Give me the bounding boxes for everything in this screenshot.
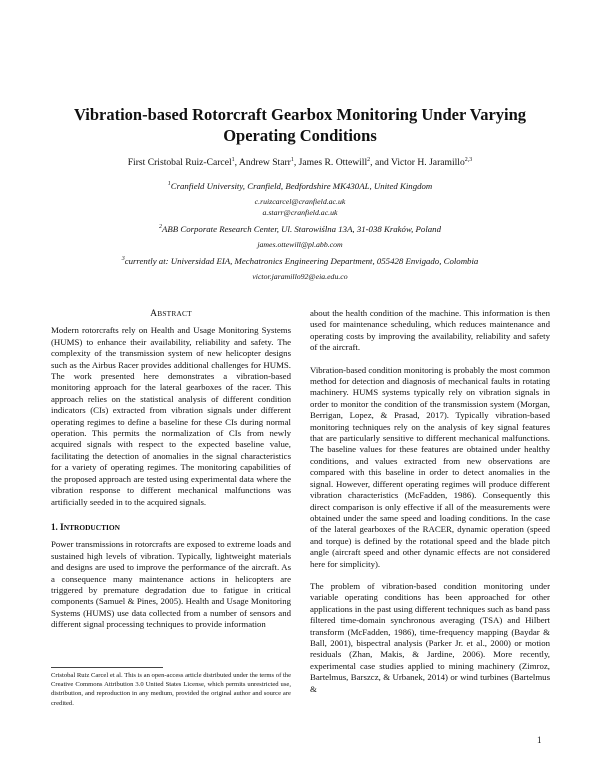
affiliation-3: $^3$currently at: Universidad EIA, Mechatronics Engineering Department, 055428 Envigado, Colombia: [121, 256, 479, 266]
affiliation-1: $^1$Cranfield University, Cranfield, Bedfordshire MK430AL, United Kingdom: [167, 181, 433, 191]
author-name: James R. Ottewill: [298, 157, 368, 168]
page-number: 1: [537, 735, 542, 745]
author-affiliation-mark: 2: [367, 157, 371, 163]
email-4: victor.jaramillo92@eia.edu.co: [252, 272, 348, 281]
author-affiliation-mark: 1: [231, 157, 235, 163]
license-footnote: Cristobal Ruiz Carcel et al. This is an open-access article distributed under the terms of the Creative Commons Attribution 3.0 United States License, which permits unrestricted use, distribution, and reproduction in any medium, provided the original author and source are credited.: [51, 672, 291, 707]
body-paragraph: The problem of vibration-based condition monitoring under variable operating conditions has been approached for other applications in the past using different techniques such as band pass filtered time-domain synchronous averaging (TSA) and Hilbert transform (McFadden, 1986), time-frequency mapping (Baydar & Ball, 2001), bispectral analysis (Parker Jr. et al., 2000) or motion residuals (Zhan, Makis, & Jardine, 2006). More recently, experimental case studies applied to mining machinery (Zimroz, Bartelmus, Barszcz, & Urbanek, 2014) or wind turbines (Bartelmus &: [310, 580, 550, 694]
left-column: [51, 308, 291, 642]
author-list: First Cristobal Ruiz-Carcel$^1$, Andrew Starr$^1$, James R. Ottewill$^2$, and Victor H. Jaramillo$^{2,3}$: [127, 157, 473, 168]
email-2: a.starr@cranfield.ac.uk: [262, 208, 338, 217]
author-name: Victor H. Jaramillo: [391, 157, 465, 168]
abstract-heading: ABSTRACT: [150, 308, 192, 319]
email-3: james.ottewill@pl.abb.com: [257, 240, 343, 249]
abstract-text: Modern rotorcrafts rely on Health and Usage Monitoring Systems (HUMS) to enhance their availability, reliability and safety. The complexity of the transmission system of new helicopter designs such as the Airbus Racer provides additional challenges for HUMS. The work presented here demonstrates a vibration-based monitoring approach for the lateral gearboxes of the racer. This approach relies on the statistical analysis of different condition indicators (CIs) extracted from vibration signals under different operating regimes to define a baseline for these CIs during normal operation. This permits the normalization of CIs from newly acquired signals with respect to the expected baseline value, facilitating the detection of anomalies in the signal characteristics for a variety of operating regimes. The monitoring capabilities of the proposed approach are tested using experimental data where the vibration response to different mechanical malfunctions was artificially seeded in to the acquired signals.: [51, 325, 291, 507]
introduction-heading: 1. INTRODUCTION: [51, 521, 120, 533]
author-affiliation-mark: 2,3: [464, 157, 473, 163]
body-paragraph: about the health condition of the machine. This information is then used for maintenance scheduling, which reduces maintenance and operating costs by improving the availability, reliability and safety of the aircraft.: [310, 308, 550, 353]
body-paragraph: Vibration-based condition monitoring is probably the most common method for detection and diagnosis of mechanical faults in rotating machinery. HUMS systems typically rely on vibration signals in order to monitor the condition of the transmission system (Morgan, Berrigan, Lopez, & Prasad, 2017). Typically vibration-based monitoring techniques rely on the analysis of key signal features that are particularly sensitive to different mechanical malfunctions. The baseline values for these features are obtained under healthy conditions, and values extracted from new observations are compared with this baseline in order to detect anomalies in the signal. However, different operating regimes will produce different vibration characteristics (McFadden, 1986). Consequently this direct comparison is only effective if all of the measurements were obtained under the same speed and loading conditions. In the case of the lateral gearboxes of the RACER, dynamic operation (speed and torque) is defined by the rotational speed and the blade pitch angle (aircraft speed and other dynamic effects are not considered here for simplicity).: [310, 364, 550, 569]
affiliation-2: $^2$ABB Corporate Research Center, Ul. Starowiślna 13A, 31-038 Kraków, Poland: [159, 224, 441, 234]
author-name: First Cristobal Ruiz-Carcel: [127, 157, 232, 168]
right-column: [310, 308, 550, 706]
email-1: c.ruizcarcel@cranfield.ac.uk: [254, 197, 346, 206]
paper-title: Vibration-based Rotorcraft Gearbox Monitoring Under Varying Operating Conditions: [73, 105, 527, 145]
author-affiliation-mark: 1: [290, 157, 294, 163]
footnote-rule: [51, 667, 163, 668]
intro-paragraph: Power transmissions in rotorcrafts are exposed to extreme loads and sustained high levels of vibration. Typically, lightweight materials and designs are used to improve the performance of the aircraft. As a consequence many maintenance actions in helicopters are triggered by premature degradation due to fatigue in critical components (Samuel & Pines, 2005). Health and Usage Monitoring Systems (HUMS) use data collected from a number of sensors and different signal processing techniques to provide information: [51, 539, 291, 630]
author-name: Andrew Starr: [238, 157, 291, 168]
